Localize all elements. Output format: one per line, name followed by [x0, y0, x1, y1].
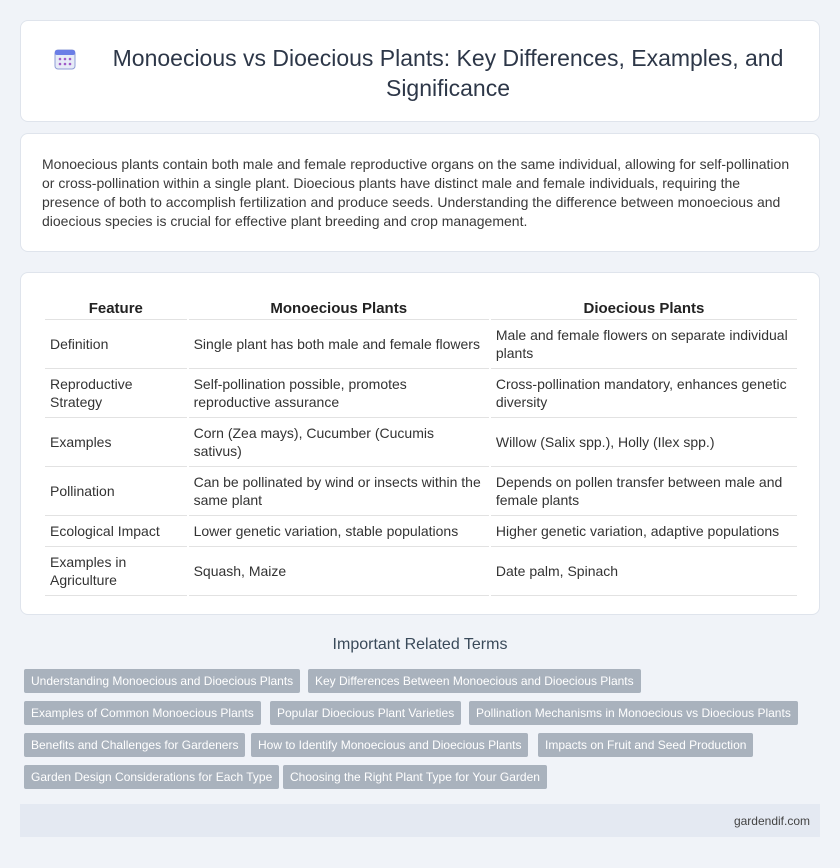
cell-dioecious: Date palm, Spinach — [491, 547, 797, 596]
cell-feature: Examples in Agriculture — [45, 547, 187, 596]
comparison-card — [20, 272, 820, 615]
comparison-table — [43, 298, 799, 596]
table-row — [45, 369, 797, 418]
cell-monoecious: Can be pollinated by wind or insects within the same plant — [189, 467, 489, 516]
cell-dioecious: Cross-pollination mandatory, enhances genetic diversity — [491, 369, 797, 418]
related-tag[interactable]: Impacts on Fruit and Seed Production — [538, 733, 753, 757]
related-tag[interactable]: Examples of Common Monoecious Plants — [24, 701, 261, 725]
cell-monoecious: Corn (Zea mays), Cucumber (Cucumis sativus) — [189, 418, 489, 467]
cell-feature: Pollination — [45, 467, 187, 516]
related-tag[interactable]: Choosing the Right Plant Type for Your Garden — [283, 765, 547, 789]
cell-monoecious: Self-pollination possible, promotes reproductive assurance — [189, 369, 489, 418]
related-terms-heading: Important Related Terms — [332, 636, 508, 653]
intro-card — [20, 133, 820, 252]
cell-feature: Ecological Impact — [45, 516, 187, 547]
related-tag[interactable]: How to Identify Monoecious and Dioecious Plants — [251, 733, 528, 757]
related-tag[interactable]: Pollination Mechanisms in Monoecious vs Dioecious Plants — [469, 701, 798, 725]
cell-feature: Examples — [45, 418, 187, 467]
cell-feature: Definition — [45, 320, 187, 369]
table-row — [45, 320, 797, 369]
cell-monoecious: Squash, Maize — [189, 547, 489, 596]
related-tag[interactable]: Key Differences Between Monoecious and Dioecious Plants — [308, 669, 641, 693]
cell-feature: Reproductive Strategy — [45, 369, 187, 418]
table-row — [45, 516, 797, 547]
related-tag[interactable]: Popular Dioecious Plant Varieties — [270, 701, 461, 725]
footer-site-link[interactable]: gardendif.com — [733, 814, 810, 828]
related-tag[interactable]: Benefits and Challenges for Gardeners — [24, 733, 245, 757]
title-wrapper — [51, 43, 799, 103]
related-tag[interactable]: Garden Design Considerations for Each Type — [24, 765, 279, 789]
table-header-row — [45, 298, 797, 320]
header-dioecious: Dioecious Plants — [491, 298, 797, 320]
table-row — [45, 547, 797, 596]
table-row — [45, 418, 797, 467]
cell-dioecious: Male and female flowers on separate individual plants — [491, 320, 797, 369]
cell-dioecious: Willow (Salix spp.), Holly (Ilex spp.) — [491, 418, 797, 467]
cell-dioecious: Higher genetic variation, adaptive populations — [491, 516, 797, 547]
intro-paragraph: Monoecious plants contain both male and female reproductive organs on the same individual, allowing for self-pollination or cross-pollination within a single plant. Dioecious plants have distinct male and female individuals, requiring the presence of both to accomplish fertilization and produce seeds. Understanding the difference between monoecious and dioecious species is crucial for effective plant breeding and crop management. — [42, 156, 790, 229]
header-monoecious: Monoecious Plants — [189, 298, 489, 320]
table-row — [45, 467, 797, 516]
cell-monoecious: Single plant has both male and female flowers — [189, 320, 489, 369]
footer-bar — [20, 804, 820, 837]
header-feature: Feature — [45, 298, 187, 320]
related-tag[interactable]: Understanding Monoecious and Dioecious Plants — [24, 669, 300, 693]
cell-dioecious: Depends on pollen transfer between male and female plants — [491, 467, 797, 516]
cell-monoecious: Lower genetic variation, stable populations — [189, 516, 489, 547]
page-title: Monoecious vs Dioecious Plants: Key Differences, Examples, and Significance — [112, 45, 784, 101]
title-card — [20, 20, 820, 122]
